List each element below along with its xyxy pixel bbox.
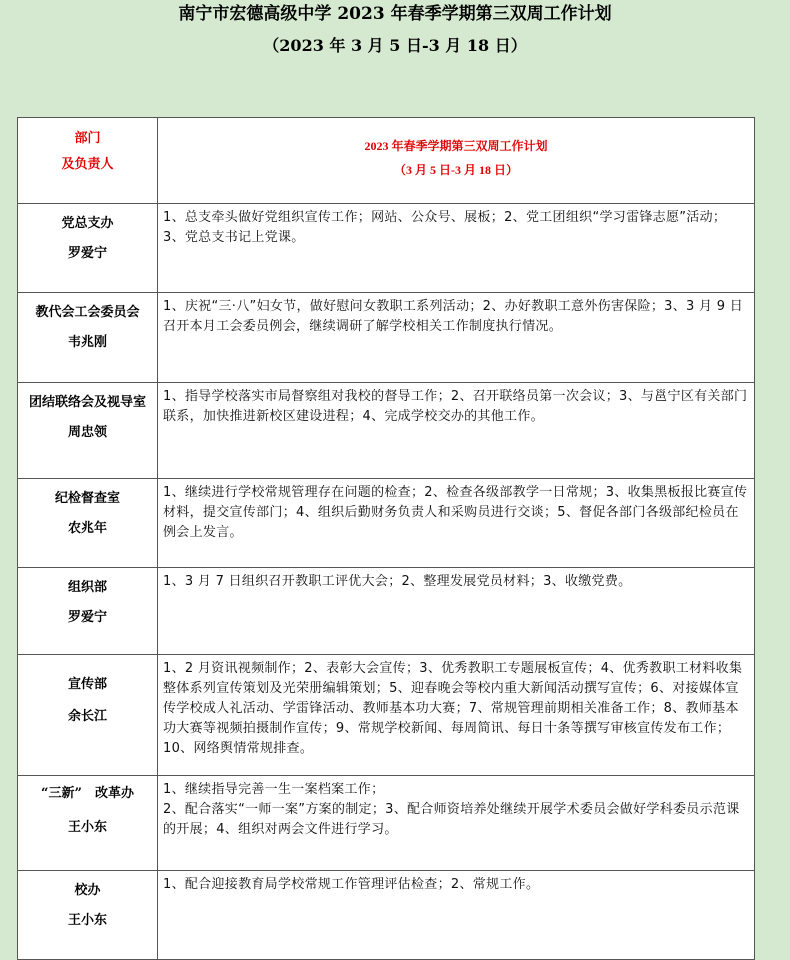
dept-person: 王小东 <box>67 820 107 835</box>
dept-cell <box>18 479 158 568</box>
table-row <box>18 479 755 568</box>
plan-cell: 1、继续指导完善一生一案档案工作； 2、配合落实“一师一案”方案的制定；3、配合师资培养处继续开展学术委员会做好学科委员示范课的开展；4、组织对两会文件进行学习。 <box>158 776 755 871</box>
work-plan-table <box>17 117 755 960</box>
dept-person: 周忠领 <box>67 425 107 440</box>
dept-cell <box>18 655 158 776</box>
plan-cell: 1、2 月资讯视频制作；2、表彰大会宣传；3、优秀教职工专题展板宣传；4、优秀教职工材料收集整体系列宣传策划及光荣册编辑策划；5、迎春晚会等校内重大新闻活动撰写宣传；6、对接媒体宣传学校成人礼活动、学雷锋活动、教师基本功大赛；7、常规管理前期相关准备工作；8、教师基本功大赛等视频拍摄制作宣传；9、常规学校新闻、每周简讯、每日十条等撰写审核宣传发布工作；10、网络舆情常规排查。 <box>158 655 755 776</box>
dept-name: 校办 <box>74 883 101 898</box>
table-row <box>18 204 755 293</box>
dept-person: 罗爱宁 <box>67 246 107 261</box>
dept-name: 团结联络会及视导室 <box>28 395 146 410</box>
plan-cell: 1、3 月 7 日组织召开教职工评优大会；2、整理发展党员材料；3、收缴党费。 <box>158 568 755 655</box>
table-row <box>18 383 755 479</box>
dept-cell <box>18 204 158 293</box>
dept-person: 罗爱宁 <box>67 610 107 625</box>
table-row <box>18 776 755 871</box>
dept-name: 党总支办 <box>61 216 114 231</box>
table-header-row <box>18 118 755 204</box>
dept-header-line2: 及负责人 <box>61 156 114 171</box>
dept-header-line1: 部门 <box>74 130 101 145</box>
dept-cell <box>18 871 158 960</box>
table-row <box>18 871 755 960</box>
plan-cell: 1、配合迎接教育局学校常规工作管理评估检查；2、常规工作。 <box>158 871 755 960</box>
dept-name: “三新” 改革办 <box>41 786 134 801</box>
dept-person: 韦兆刚 <box>67 335 107 350</box>
plan-cell: 1、总支牵头做好党组织宣传工作；网站、公众号、展板；2、党工团组织“学习雷锋志愿”活动；3、党总支书记上党课。 <box>158 204 755 293</box>
dept-cell <box>18 776 158 871</box>
dept-person: 余长江 <box>67 709 107 724</box>
table-row <box>18 293 755 383</box>
dept-name: 教代会工会委员会 <box>35 305 140 320</box>
dept-name: 宣传部 <box>67 677 107 692</box>
dept-cell <box>18 568 158 655</box>
dept-name: 纪检督查室 <box>54 491 120 506</box>
table-row <box>18 568 755 655</box>
dept-cell <box>18 383 158 479</box>
plan-header-line2: （3 月 5 日-3 月 18 日） <box>394 163 518 177</box>
plan-header-line1: 2023 年春季学期第三双周工作计划 <box>364 139 548 153</box>
dept-person: 王小东 <box>67 913 107 928</box>
dept-person: 农兆年 <box>67 521 107 536</box>
page-subtitle: （2023 年 3 月 5 日-3 月 18 日） <box>263 36 527 55</box>
dept-cell <box>18 293 158 383</box>
plan-cell: 1、庆祝“三·八”妇女节，做好慰问女教职工系列活动；2、办好教职工意外伤害保险；3、3 月 9 日召开本月工会委员例会，继续调研了解学校相关工作制度执行情况。 <box>158 293 755 383</box>
page-title: 南宁市宏德高级中学 2023 年春季学期第三双周工作计划 <box>178 4 612 24</box>
dept-column-header <box>18 118 158 204</box>
plan-cell: 1、指导学校落实市局督察组对我校的督导工作；2、召开联络员第一次会议；3、与邕宁区有关部门联系，加快推进新校区建设进程；4、完成学校交办的其他工作。 <box>158 383 755 479</box>
plan-cell: 1、继续进行学校常规管理存在问题的检查；2、检查各级部教学一日常规；3、收集黑板报比赛宣传材料，提交宣传部门；4、组织后勤财务负责人和采购员进行交谈；5、督促各部门各级部纪检员在例会上发言。 <box>158 479 755 568</box>
plan-column-header <box>158 118 755 204</box>
table-row <box>18 655 755 776</box>
dept-name: 组织部 <box>67 580 107 595</box>
